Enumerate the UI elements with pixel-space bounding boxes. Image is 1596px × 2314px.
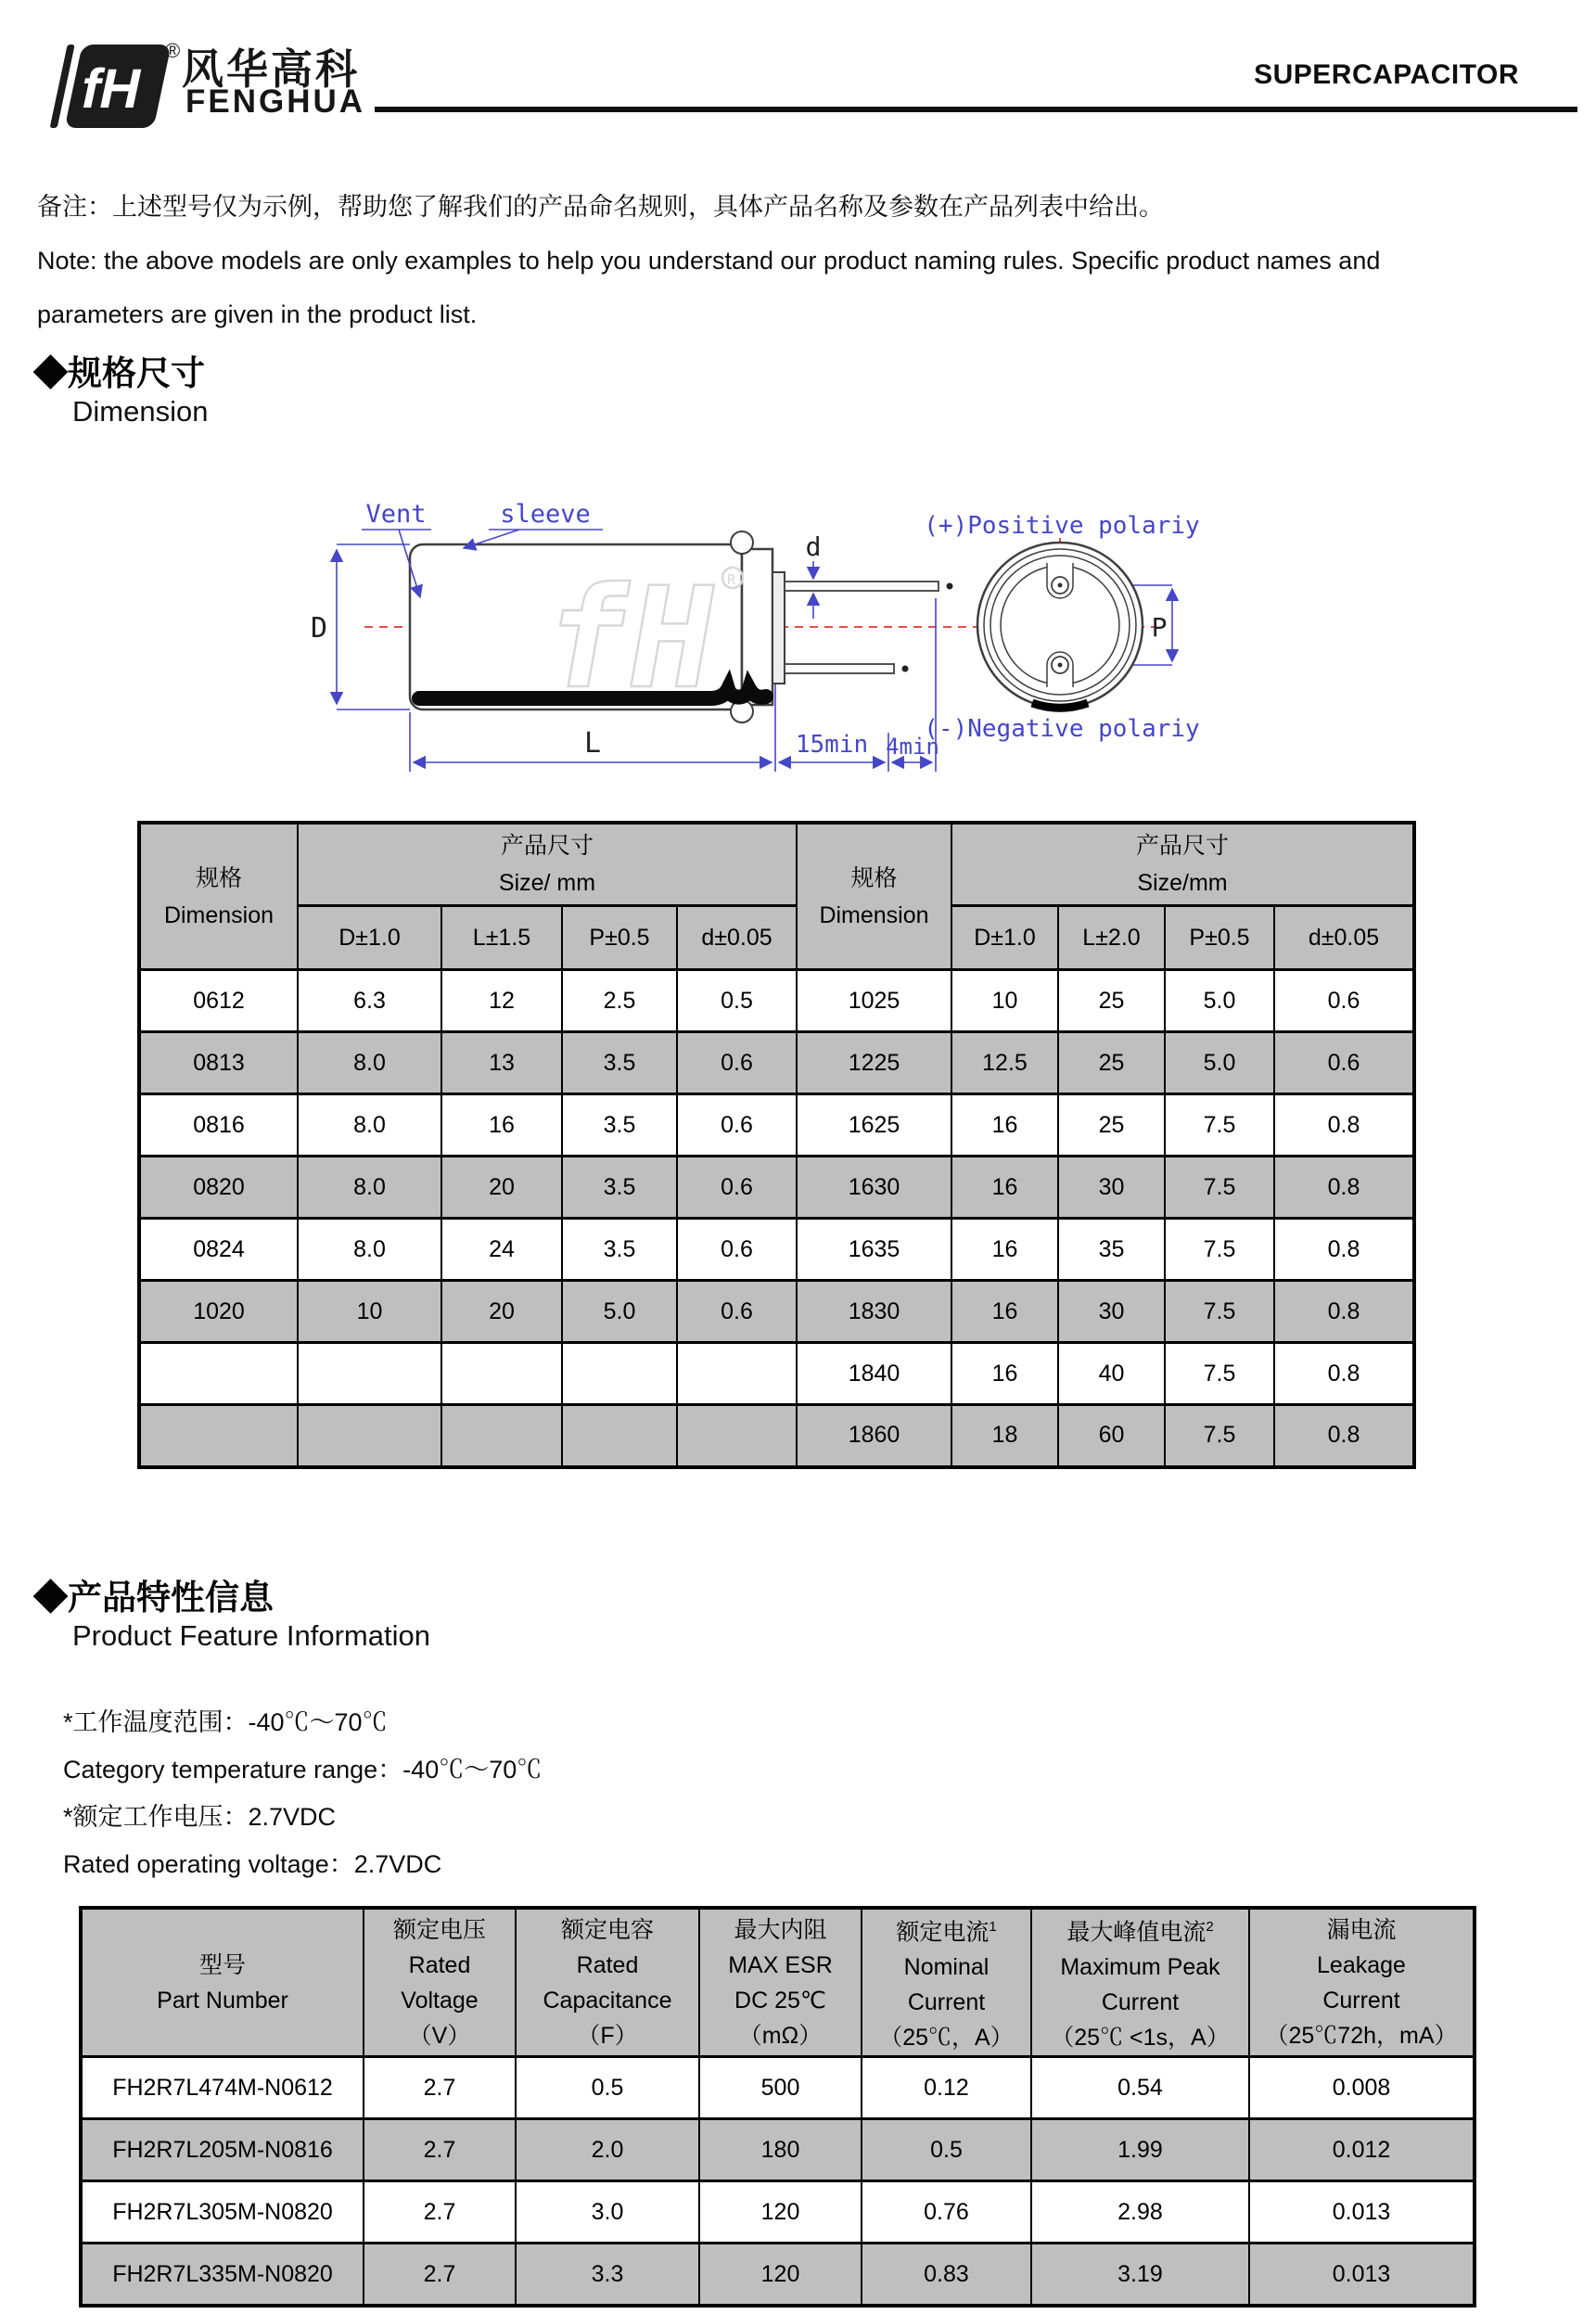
cell: 25 [1058, 1094, 1165, 1157]
cell: 7.5 [1165, 1343, 1274, 1405]
cell [139, 1343, 298, 1405]
footnote-ref: 1 [989, 1919, 997, 1935]
cell: 16 [951, 1157, 1058, 1219]
part-number-cell: FH2R7L205M-N0816 [81, 2119, 364, 2181]
cell: 20 [441, 1281, 562, 1343]
logo-monogram: fH [75, 57, 148, 120]
size-header-right: 产品尺寸 Size/mm [951, 823, 1414, 906]
col-header: D±1.0 [951, 906, 1058, 970]
cell: 8.0 [298, 1032, 441, 1094]
capacitor-end-view [977, 543, 1143, 708]
cell: 0.6 [1274, 970, 1414, 1032]
col-header: P±0.5 [562, 906, 677, 970]
cell: 3.19 [1031, 2244, 1249, 2306]
cell: 0.008 [1249, 2057, 1475, 2119]
cell: 0.6 [677, 1157, 797, 1219]
cell: 0.5 [862, 2119, 1031, 2181]
lead-tip-label: 4min [886, 734, 939, 760]
cell: 16 [951, 1094, 1058, 1157]
rated-voltage-en: Rated operating voltage：2.7VDC [63, 1850, 442, 1878]
cell: 0.8 [1274, 1405, 1414, 1467]
table-row [81, 2057, 1475, 2119]
page-title: SUPERCAPACITOR [1254, 59, 1519, 90]
cell: 120 [699, 2181, 862, 2244]
part-number-cell: FH2R7L335M-N0820 [81, 2244, 364, 2306]
cell: 7.5 [1165, 1219, 1274, 1281]
dimension-table [137, 821, 1416, 1469]
cell [562, 1405, 677, 1467]
note-block [37, 180, 1586, 341]
feature-col-rated-voltage: 额定电压 Rated Voltage （V） [364, 1908, 516, 2057]
cell: 3.5 [562, 1157, 677, 1219]
cell: 0.54 [1031, 2057, 1249, 2119]
table-row [139, 1032, 1414, 1094]
cell: 1625 [797, 1094, 951, 1157]
cell: 0813 [139, 1032, 298, 1094]
cell: 1020 [139, 1281, 298, 1343]
table-row [81, 2181, 1475, 2244]
cell: 500 [699, 2057, 862, 2119]
cell: 2.7 [364, 2119, 516, 2181]
cell: 12.5 [951, 1032, 1058, 1094]
cell: 0612 [139, 970, 298, 1032]
sleeve-label: sleeve [500, 500, 591, 529]
table-row [139, 1405, 1414, 1467]
spec-header-left: 规格 Dimension [139, 823, 298, 970]
cell: 5.0 [1165, 970, 1274, 1032]
cell: 120 [699, 2244, 862, 2306]
cell: 8.0 [298, 1157, 441, 1219]
table-row [81, 2119, 1475, 2181]
cell: 2.98 [1031, 2181, 1249, 2244]
cell: 0.8 [1274, 1343, 1414, 1405]
col-header: L±1.5 [441, 906, 562, 970]
cell: 18 [951, 1405, 1058, 1467]
table-row [139, 1343, 1414, 1405]
cell [677, 1343, 797, 1405]
cell: 3.5 [562, 1094, 677, 1157]
feature-col-leakage-current: 漏电流 Leakage Current （25℃72h，mA） [1249, 1908, 1475, 2057]
cell: 0.6 [677, 1094, 797, 1157]
col-header: d±0.05 [1274, 906, 1414, 970]
col-header: d±0.05 [677, 906, 797, 970]
cell: 0.013 [1249, 2244, 1475, 2306]
cell: 0820 [139, 1157, 298, 1219]
section-features-title-en: Product Feature Information [72, 1619, 430, 1652]
cell: 7.5 [1165, 1405, 1274, 1467]
table-row [139, 1157, 1414, 1219]
cell [441, 1343, 562, 1405]
cell: 1.99 [1031, 2119, 1249, 2181]
cell: 13 [441, 1032, 562, 1094]
feature-col-max-esr: 最大内阻 MAX ESR DC 25℃ （mΩ） [699, 1908, 862, 2057]
note-line-zh: 备注：上述型号仅为示例，帮助您了解我们的产品命名规则，具体产品名称及参数在产品列表中给出。 [37, 193, 1164, 221]
cell: 2.7 [364, 2057, 516, 2119]
cell: 0.5 [516, 2057, 699, 2119]
table-subheader-row [139, 906, 1414, 970]
feature-info-block [63, 1699, 542, 1888]
col-header: P±0.5 [1165, 906, 1274, 970]
pitch-label: P [1151, 612, 1168, 643]
cell: 1635 [797, 1219, 951, 1281]
feature-col-nominal-current: 额定电流$^1$ Nominal Current （25℃，A） [862, 1908, 1031, 2057]
cell: 1025 [797, 970, 951, 1032]
svg-text:fH: fH [531, 557, 729, 720]
cell: 6.3 [298, 970, 441, 1032]
cell: 25 [1058, 1032, 1165, 1094]
cell: 0816 [139, 1094, 298, 1157]
size-header-left: 产品尺寸 Size/ mm [298, 823, 797, 906]
footnote-ref: 2 [1206, 1919, 1214, 1935]
cell: 7.5 [1165, 1281, 1274, 1343]
cell: 1860 [797, 1405, 951, 1467]
part-number-cell: FH2R7L474M-N0612 [81, 2057, 364, 2119]
cell [298, 1405, 441, 1467]
cell: 5.0 [1165, 1032, 1274, 1094]
lead-length-label: 15min [795, 731, 869, 759]
cell: 0.012 [1249, 2119, 1475, 2181]
cell: 5.0 [562, 1281, 677, 1343]
cell: 0.8 [1274, 1094, 1414, 1157]
table-row [139, 1281, 1414, 1343]
cell [139, 1405, 298, 1467]
cell: 24 [441, 1219, 562, 1281]
fenghua-logo-icon [37, 39, 185, 134]
table-row [139, 1219, 1414, 1281]
note-line-en2: parameters are given in the product list. [37, 300, 478, 328]
cell: 0.8 [1274, 1281, 1414, 1343]
feature-table [79, 1906, 1476, 2308]
cell: 0.12 [862, 2057, 1031, 2119]
diameter-label: D [310, 612, 328, 645]
lead-diameter-label: d [805, 531, 822, 562]
section-features-title-zh: ◆产品特性信息 [33, 1579, 274, 1617]
cell: 10 [951, 970, 1058, 1032]
cell: 2.0 [516, 2119, 699, 2181]
seal-plate [772, 572, 785, 684]
length-label: L [583, 727, 602, 760]
cell: 35 [1058, 1219, 1165, 1281]
cell [562, 1343, 677, 1405]
cell: 1225 [797, 1032, 951, 1094]
cell: 30 [1058, 1157, 1165, 1219]
cell: 8.0 [298, 1094, 441, 1157]
brand-name-en: FENGHUA [185, 83, 366, 120]
cell: 0.5 [677, 970, 797, 1032]
feature-col-peak-current: 最大峰值电流$^2$ Maximum Peak Current （25℃ <1s，A） [1031, 1908, 1249, 2057]
cell: 0.6 [677, 1219, 797, 1281]
section-dimension-title-en: Dimension [72, 395, 209, 428]
cell: 12 [441, 970, 562, 1032]
cell [441, 1405, 562, 1467]
feature-col-rated-capacitance: 额定电容 Rated Capacitance （F） [516, 1908, 699, 2057]
cell: 2.7 [364, 2181, 516, 2244]
cell: 3.0 [516, 2181, 699, 2244]
part-number-cell: FH2R7L305M-N0820 [81, 2181, 364, 2244]
registered-mark: ® [165, 39, 181, 62]
cell: 0.6 [677, 1281, 797, 1343]
cell: 3.3 [516, 2244, 699, 2306]
cell: 1630 [797, 1157, 951, 1219]
cell: 10 [298, 1281, 441, 1343]
table-row [139, 1094, 1414, 1157]
col-header: D±1.0 [298, 906, 441, 970]
cell: 0.8 [1274, 1219, 1414, 1281]
svg-text:R: R [727, 571, 736, 588]
cell: 2.5 [562, 970, 677, 1032]
cell: 7.5 [1165, 1094, 1274, 1157]
cell: 16 [951, 1343, 1058, 1405]
temp-range-en: Category temperature range：-40℃～70℃ [63, 1756, 543, 1783]
brand-name-zh: 风华高科 [182, 45, 361, 93]
spec-header-right: 规格 Dimension [797, 823, 951, 970]
cell: 0.6 [677, 1032, 797, 1094]
cell: 1830 [797, 1281, 951, 1343]
cell: 40 [1058, 1343, 1165, 1405]
header-divider [375, 107, 1577, 112]
cell [298, 1343, 441, 1405]
col-header: L±2.0 [1058, 906, 1165, 970]
vent-label: Vent [365, 500, 427, 529]
cell: 0.8 [1274, 1157, 1414, 1219]
feature-col-part-number: 型号 Part Number [81, 1908, 364, 2057]
temp-range-zh: *工作温度范围：-40℃～70℃ [63, 1708, 388, 1736]
cell: 3.5 [562, 1219, 677, 1281]
cell: 0.6 [1274, 1032, 1414, 1094]
cell: 8.0 [298, 1219, 441, 1281]
cell: 16 [951, 1219, 1058, 1281]
note-line-en1: Note: the above models are only examples to help you understand our product naming rules. Specific product names and [37, 247, 1381, 275]
positive-polarity-label: (+)Positive polariy [924, 512, 1200, 540]
cell: 0.76 [862, 2181, 1031, 2244]
cell: 1840 [797, 1343, 951, 1405]
cell [677, 1405, 797, 1467]
cell: 2.7 [364, 2244, 516, 2306]
cell: 60 [1058, 1405, 1165, 1467]
cell: 7.5 [1165, 1157, 1274, 1219]
table-header-row [139, 823, 1414, 906]
section-dimension-title-zh: ◆规格尺寸 [33, 354, 205, 392]
cell: 180 [699, 2119, 862, 2181]
table-row [139, 970, 1414, 1032]
cell: 0.013 [1249, 2181, 1475, 2244]
table-header-row [81, 1908, 1475, 2057]
table-row [81, 2244, 1475, 2306]
cell: 16 [441, 1094, 562, 1157]
rated-voltage-zh: *额定工作电压：2.7VDC [63, 1803, 337, 1831]
capacitor-dimension-diagram [306, 468, 1294, 807]
cell: 0.83 [862, 2244, 1031, 2306]
cell: 16 [951, 1281, 1058, 1343]
cell: 25 [1058, 970, 1165, 1032]
cell: 0824 [139, 1219, 298, 1281]
cell: 3.5 [562, 1032, 677, 1094]
cell: 20 [441, 1157, 562, 1219]
negative-polarity-label: (-)Negative polariy [924, 715, 1200, 743]
cell: 30 [1058, 1281, 1165, 1343]
